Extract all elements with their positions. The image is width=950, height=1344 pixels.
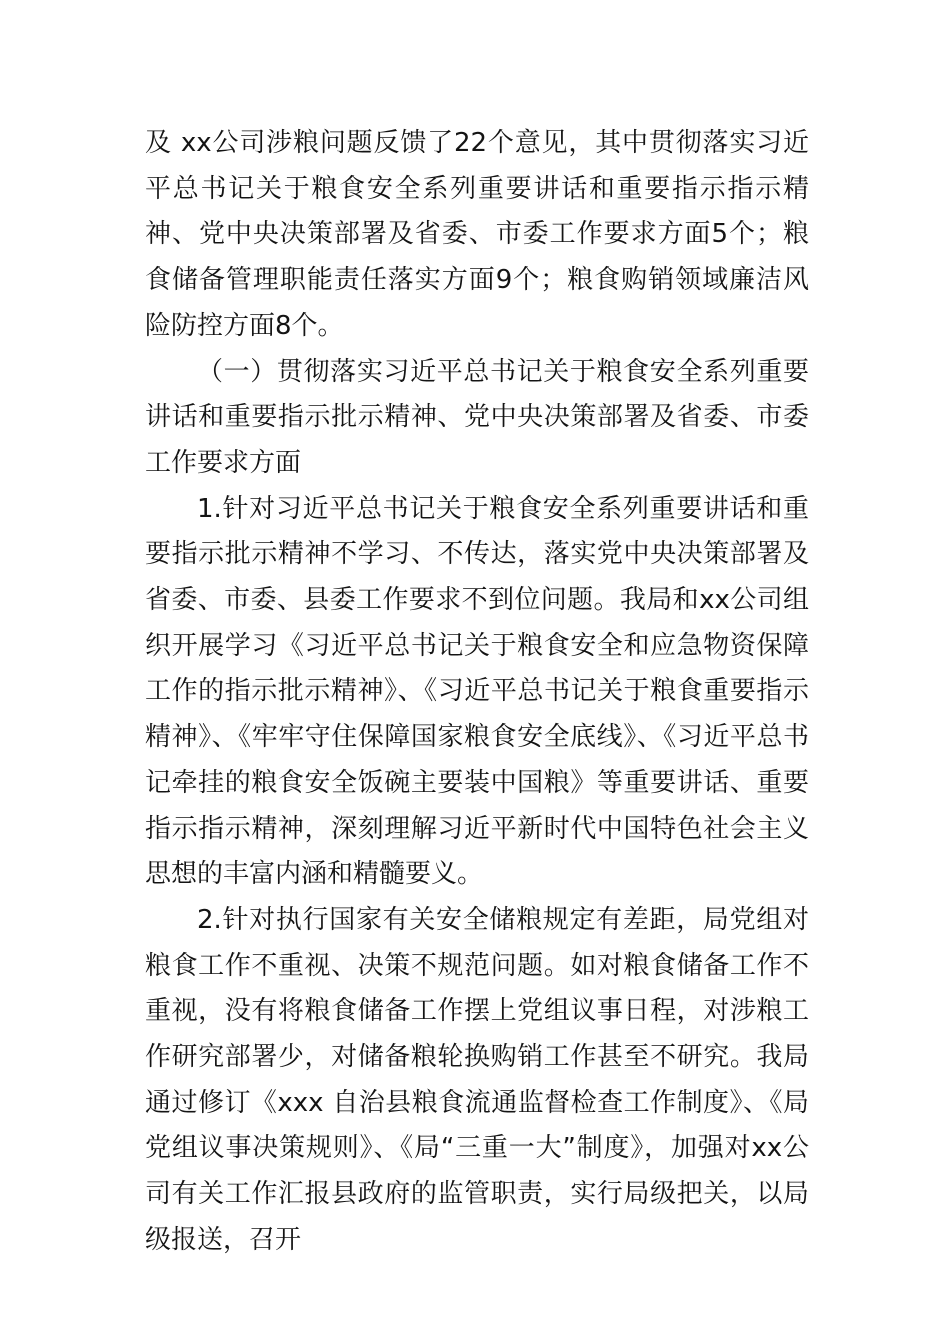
paragraph-feedback-summary: 及 xx公司涉粮问题反馈了22个意见，其中贯彻落实习近平总书记关于粮食安全系列重要讲话和重要指示指示精神、党中央决策部署及省委、市委工作要求方面5个；粮食储备管理职能责任落实方面9个；粮食购销领域廉洁风险防控方面8个。 bbox=[145, 128, 809, 341]
paragraph-item-1: 1.针对习近平总书记关于粮食安全系列重要讲话和重要指示批示精神不学习、不传达，落实党中央决策部署及省委、市委、县委工作要求不到位问题。我局和xx公司组织开展学习《习近平总书记关于粮食安全和应急物资保障工作的指示批示精神》、《习近平总书记关于粮食重要指示精神》、《牢牢守住保障国家粮食安全底线》、《习近平总书记牵挂的粮食安全饭碗主要装中国粮》等重要讲话、重要指示指示精神，深刻理解习近平新时代中国特色社会主义思想的丰富内涵和精髓要义。 bbox=[145, 493, 809, 890]
document-body bbox=[145, 121, 809, 1264]
paragraph-item-2: 2.针对执行国家有关安全储粮规定有差距，局党组对粮食工作不重视、决策不规范问题。如对粮食储备工作不重视，没有将粮食储备工作摆上党组议事日程，对涉粮工作研究部署少，对储备粮轮换购销工作甚至不研究。我局通过修订《xxx 自治县粮食流通监督检查工作制度》、《局党组议事决策规则》、《局“三重一大”制度》，加强对xx公司有关工作汇报县政府的监管职责，实行局级把关，以局级报送，召开 bbox=[145, 904, 809, 1255]
section-heading-one: （一）贯彻落实习近平总书记关于粮食安全系列重要讲话和重要指示批示精神、党中央决策部署及省委、市委工作要求方面 bbox=[145, 356, 809, 478]
